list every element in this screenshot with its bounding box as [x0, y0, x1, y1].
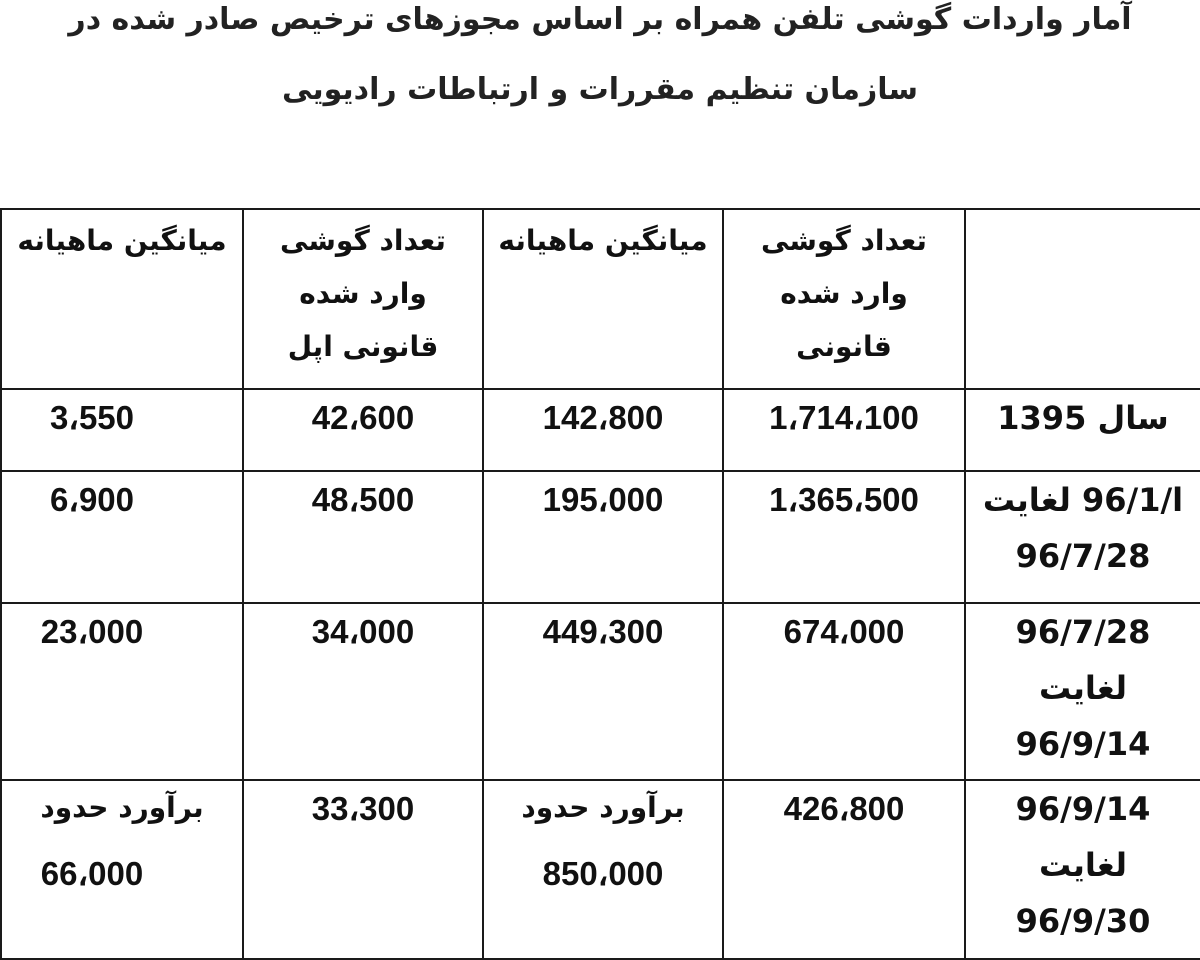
count-legal-cell: 426،800: [783, 790, 905, 827]
monthly-avg-cell: برآورد حدود 850،000: [483, 780, 723, 959]
monthly-avg-cell: 195،000: [542, 481, 664, 518]
period-cell: 96/7/28 لغایت 96/9/14: [1015, 613, 1151, 763]
header-count-apple: تعداد گوشی وارد شده قانونی اپل: [243, 209, 483, 389]
count-legal-cell: 674،000: [783, 613, 905, 650]
monthly-avg-apple-cell: برآورد حدود 66،000: [1, 780, 243, 959]
monthly-avg-cell: 142،800: [542, 399, 664, 436]
table-row: [1, 780, 1200, 959]
count-legal-cell: 1،365،500: [769, 481, 919, 518]
monthly-avg-cell: 449،300: [542, 613, 664, 650]
count-apple-cell: 42،600: [311, 399, 415, 436]
count-legal-cell: 1،714،100: [769, 399, 919, 436]
header-monthly-avg-apple: میانگین ماهیانه: [1, 209, 243, 389]
period-cell: ا/96/1 لغایت 96/7/28: [982, 481, 1184, 575]
monthly-avg-apple-cell: 6،900: [49, 481, 135, 518]
header-monthly-avg: میانگین ماهیانه: [483, 209, 723, 389]
table-header-row: [1, 209, 1200, 389]
count-apple-cell: 48،500: [311, 481, 415, 518]
monthly-avg-apple-cell: 23،000: [40, 613, 144, 650]
table-row: [1, 389, 1200, 471]
header-count-legal: تعداد گوشی وارد شده قانونی: [723, 209, 965, 389]
page-title-line-2: سازمان تنظیم مقررات و ارتباطات رادیویی: [281, 72, 919, 107]
count-apple-cell: 34،000: [311, 613, 415, 650]
period-cell: سال 1395: [997, 399, 1169, 437]
table-row: [1, 471, 1200, 603]
page-title-line-1: آمار واردات گوشی تلفن همراه بر اساس مجوزهای ترخیص صادر شده در: [68, 2, 1132, 37]
count-apple-cell: 33،300: [311, 790, 415, 827]
monthly-avg-apple-cell: 3،550: [49, 399, 135, 436]
table-row: [1, 603, 1200, 780]
period-cell: 96/9/14 لغایت 96/9/30: [1015, 790, 1151, 940]
import-statistics-table: [0, 208, 1200, 960]
header-period: [965, 209, 1200, 389]
